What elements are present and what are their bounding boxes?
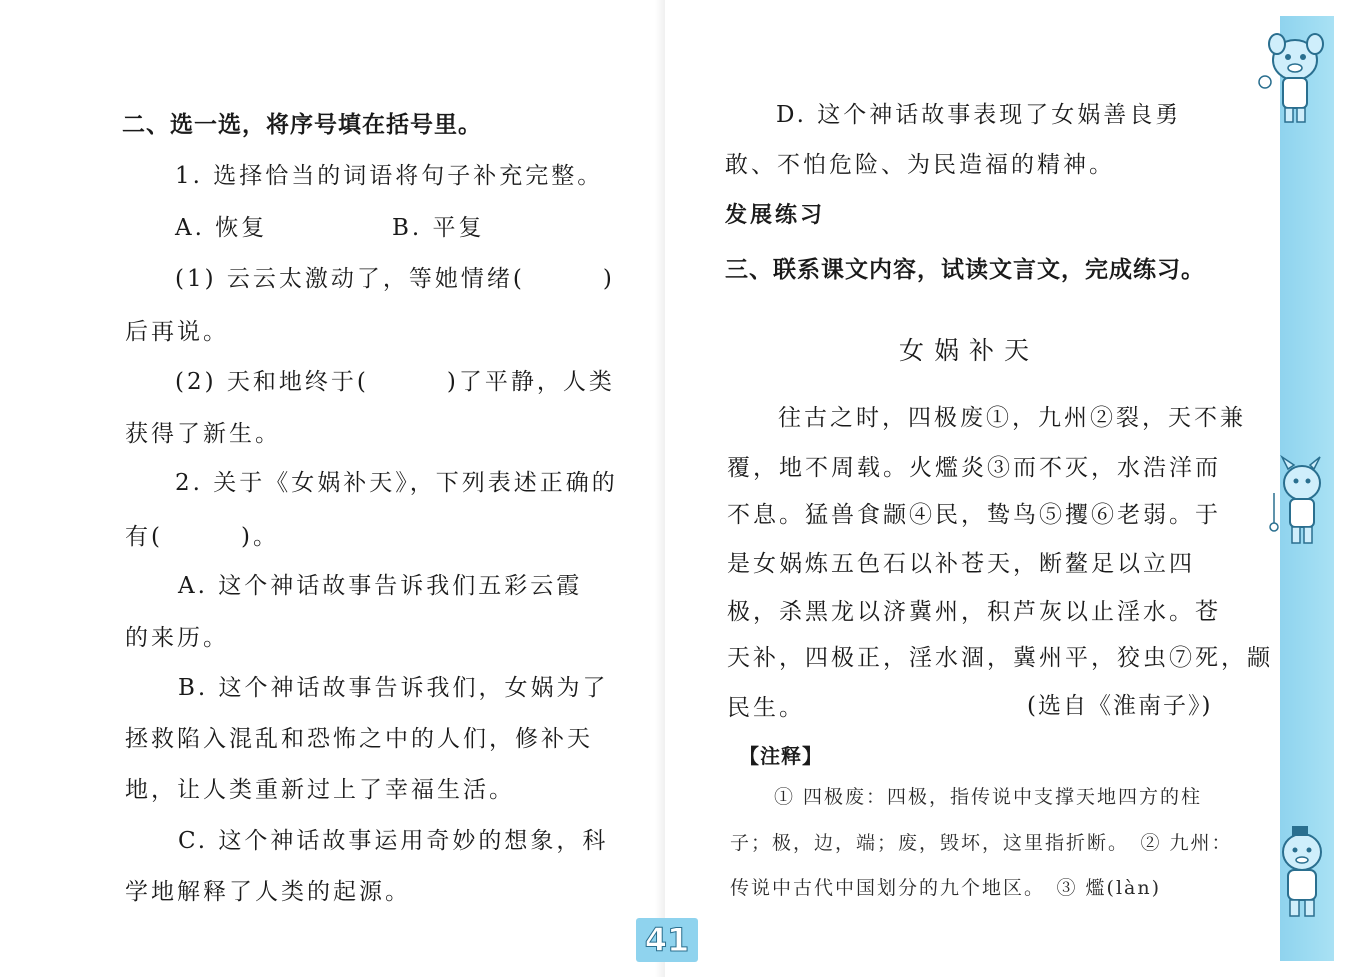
section-two-heading: 二、选一选，将序号填在括号里。 — [122, 112, 482, 138]
mascot-bottom-icon — [1262, 822, 1334, 920]
left-page — [0, 0, 665, 977]
passage-source: (选自《淮南子》) — [1027, 693, 1213, 719]
question-1-item-2-line-2: 获得了新生。 — [125, 421, 281, 447]
passage-line-1: 往古之时，四极废①，九州②裂，天不兼 — [778, 405, 1246, 431]
development-practice-label: 发展练习 — [725, 203, 826, 228]
question-2-option-b-line-3: 地，让人类重新过上了幸福生活。 — [125, 777, 515, 803]
question-1-item-2-line-1: (2) 天和地终于( )了平静，人类 — [175, 369, 615, 395]
passage-line-4: 是女娲炼五色石以补苍天，断鳌足以立四 — [727, 551, 1195, 577]
note-line-3: 传说中古代中国划分的九个地区。 ③ 爁(làn) — [730, 877, 1162, 899]
page-number: 41 — [636, 918, 698, 962]
question-1-option-b: B. 平复 — [392, 215, 485, 241]
question-1-item-1-line-1: (1) 云云太激动了，等她情绪( ) — [175, 266, 615, 292]
mascot-top-icon — [1255, 22, 1335, 127]
question-1-prompt: 1. 选择恰当的词语将句子补充完整。 — [175, 163, 604, 189]
question-2-option-c-line-2: 学地解释了人类的起源。 — [125, 879, 411, 905]
mascot-middle-icon — [1262, 455, 1334, 550]
note-line-2: 子；极，边，端；废，毁坏，这里指折断。 ② 九州： — [730, 832, 1233, 854]
question-2-prompt-line-1: 2. 关于《女娲补天》，下列表述正确的 — [175, 470, 618, 496]
question-2-option-d-line-1: D. 这个神话故事表现了女娲善良勇 — [776, 102, 1182, 128]
passage-line-3: 不息。猛兽食颛④民，鸷鸟⑤攫⑥老弱。于 — [727, 502, 1221, 528]
passage-line-2: 覆，地不周载。火爁炎③而不灭，水浩洋而 — [727, 455, 1221, 481]
passage-title: 女娲补天 — [899, 336, 1040, 365]
passage-line-5: 极，杀黑龙以济冀州，积芦灰以止淫水。苍 — [727, 599, 1221, 625]
question-2-option-c-line-1: C. 这个神话故事运用奇妙的想象，科 — [178, 828, 609, 854]
notes-heading: 【注释】 — [739, 744, 823, 768]
note-line-1: ① 四极废：四极，指传说中支撑天地四方的柱 — [774, 786, 1203, 808]
question-2-option-b-line-1: B. 这个神话故事告诉我们，女娲为了 — [178, 675, 609, 701]
question-1-option-a: A. 恢复 — [175, 215, 268, 241]
passage-line-6: 天补，四极正，淫水涸，冀州平，狡虫⑦死，颛 — [727, 645, 1273, 671]
question-2-option-a-line-2: 的来历。 — [125, 625, 229, 651]
question-2-prompt-line-2: 有( )。 — [125, 524, 279, 550]
section-three-heading: 三、联系课文内容，试读文言文，完成练习。 — [725, 257, 1205, 283]
question-2-option-d-line-2: 敢、不怕危险、为民造福的精神。 — [725, 152, 1115, 178]
right-page — [665, 0, 1350, 977]
question-1-item-1-line-2: 后再说。 — [125, 319, 229, 345]
question-2-option-a-line-1: A. 这个神话故事告诉我们五彩云霞 — [178, 573, 583, 599]
question-2-option-b-line-2: 拯救陷入混乱和恐怖之中的人们，修补天 — [125, 726, 593, 752]
passage-line-7: 民生。 — [727, 695, 805, 721]
